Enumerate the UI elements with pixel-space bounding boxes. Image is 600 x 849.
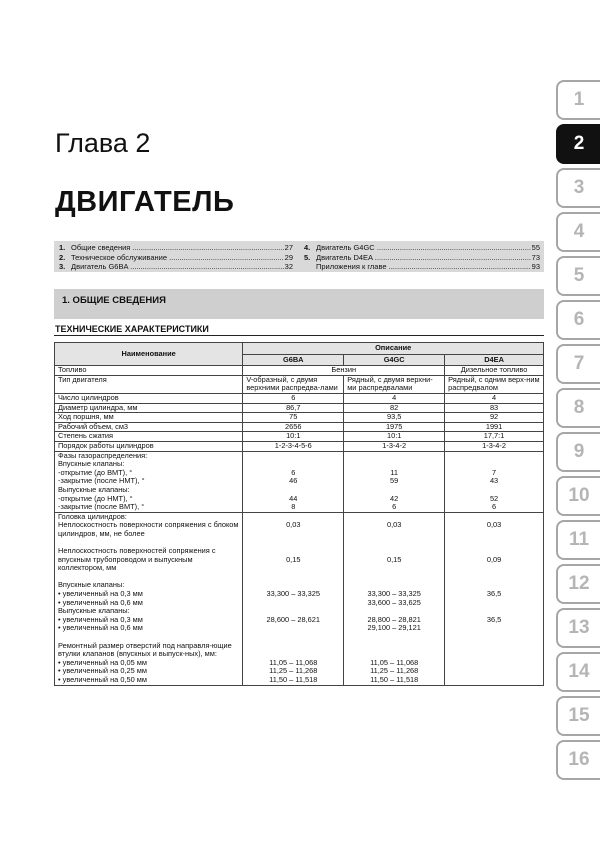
- row-label: Тип двигателя: [55, 375, 243, 393]
- chapter-title: ДВИГАТЕЛЬ: [55, 186, 235, 218]
- cell-value: 1-3-4-2: [344, 441, 445, 451]
- contents-entry[interactable]: [59, 262, 293, 272]
- cell-value: 0,03 0,15 33,300 – 33,325 33,600 – 33,625 28,800 – 28,821 29,100 – 29,121 11,05 – 11,068 11,25 – 11,268 11,50 – 11,518: [344, 512, 445, 685]
- specs-heading: ТЕХНИЧЕСКИЕ ХАРАКТЕРИСТИКИ: [55, 324, 209, 334]
- row-label: Порядок работы цилиндров: [55, 441, 243, 451]
- entry-title: Техническое обслуживание .....: [71, 253, 284, 263]
- contents-entry[interactable]: [59, 253, 293, 263]
- contents-entry[interactable]: [59, 243, 293, 253]
- entry-title: Двигатель G6BA .....: [71, 262, 284, 272]
- chapter-contents: [54, 241, 544, 272]
- row-label: Число цилиндров: [55, 393, 243, 403]
- chapter-tab-13[interactable]: 13: [556, 608, 600, 648]
- chapter-tab-16[interactable]: 16: [556, 740, 600, 780]
- section-header: [54, 289, 544, 319]
- chapter-tab-2[interactable]: 2: [556, 124, 600, 164]
- cell-value: 92: [445, 413, 544, 423]
- chapter-tab-10[interactable]: 10: [556, 476, 600, 516]
- section-title: 1. ОБЩИЕ СВЕДЕНИЯ: [62, 295, 166, 306]
- cell-value: 93,5: [344, 413, 445, 423]
- chapter-tab-6[interactable]: 6: [556, 300, 600, 340]
- chapter-tab-4[interactable]: 4: [556, 212, 600, 252]
- cell-value: 10:1: [243, 432, 344, 442]
- row-label: Рабочий объем, см3: [55, 422, 243, 432]
- cell-value: 2656: [243, 422, 344, 432]
- entry-page: 27: [284, 243, 293, 252]
- entry-page: 93: [531, 262, 540, 271]
- cell-value: Дизельное топливо: [445, 366, 544, 376]
- header-description: Описание: [243, 343, 544, 355]
- table-row: [55, 393, 544, 403]
- contents-entry[interactable]: [304, 243, 540, 253]
- chapter-tab-14[interactable]: 14: [556, 652, 600, 692]
- chapter-tab-11[interactable]: 11: [556, 520, 600, 560]
- header-name: Наименование: [55, 343, 243, 366]
- cell-value: 11 59 42 6: [344, 451, 445, 512]
- cell-value: V-образный, с двумя верхними распредва-лами: [243, 375, 344, 393]
- header-engine: G6BA: [243, 354, 344, 366]
- cell-value: 4: [445, 393, 544, 403]
- cell-value: 83: [445, 403, 544, 413]
- entry-page: 29: [284, 252, 293, 262]
- specs-table: [54, 342, 544, 686]
- cell-value: 1-2-3-4-5-6: [243, 441, 344, 451]
- header-engine: D4EA: [445, 354, 544, 366]
- table-row: [55, 512, 544, 685]
- row-label: Топливо: [55, 366, 243, 376]
- cell-value: 6: [243, 393, 344, 403]
- cell-value: 7 43 52 6: [445, 451, 544, 512]
- contents-entry[interactable]: [304, 253, 540, 263]
- entry-number: 3.: [59, 262, 66, 271]
- entry-page: 32: [284, 262, 293, 271]
- table-row: [55, 451, 544, 512]
- entry-page: 73: [531, 252, 540, 262]
- table-row: [55, 375, 544, 393]
- cell-value: 82: [344, 403, 445, 413]
- cell-value: Рядный, с одним верх-ним распредвалом: [445, 375, 544, 393]
- chapter-tab-15[interactable]: 15: [556, 696, 600, 736]
- entry-title: Двигатель D4EA .....: [316, 253, 531, 263]
- cell-value: 86,7: [243, 403, 344, 413]
- table-row: [55, 403, 544, 413]
- cell-value: 17,7:1: [445, 432, 544, 442]
- entry-title: Двигатель G4GC .....: [316, 243, 531, 253]
- row-label: Степень сжатия: [55, 432, 243, 442]
- table-row: [55, 413, 544, 423]
- entry-number: 2.: [59, 252, 66, 262]
- table-row: [55, 432, 544, 442]
- heading-divider: [54, 335, 544, 336]
- cell-value: 1-3-4-2: [445, 441, 544, 451]
- chapter-tab-9[interactable]: 9: [556, 432, 600, 472]
- table-row: [55, 366, 544, 376]
- chapter-tab-1[interactable]: 1: [556, 80, 600, 120]
- contents-entry[interactable]: [304, 262, 540, 272]
- contents-column-right: [304, 243, 540, 272]
- entry-number: 5.: [304, 252, 311, 262]
- cell-value: 1975: [344, 422, 445, 432]
- row-label: Фазы газораспределения: Впускные клапаны: -открытие (до ВМТ), ° -закрытие (после НМТ), ° Выпускные клапаны: -открытие (до НМТ), ° -закрытие (после ВМТ), °: [55, 451, 243, 512]
- cell-value: 0,03 0,15 33,300 – 33,325 28,600 – 28,621 11,05 – 11,068 11,25 – 11,268 11,50 – 11,518: [243, 512, 344, 685]
- entry-title: Приложения к главе .....: [316, 262, 531, 272]
- chapter-tab-8[interactable]: 8: [556, 388, 600, 428]
- cell-value: 4: [344, 393, 445, 403]
- table-header-row: [55, 343, 544, 355]
- table-row: [55, 441, 544, 451]
- entry-title: Общие сведения .....: [71, 243, 284, 253]
- row-label: Ход поршня, мм: [55, 413, 243, 423]
- cell-value: 75: [243, 413, 344, 423]
- header-engine: G4GC: [344, 354, 445, 366]
- cell-value: 6 46 44 8: [243, 451, 344, 512]
- entry-number: 4.: [304, 243, 311, 252]
- cell-value: Рядный, с двумя верхни-ми распредвалами: [344, 375, 445, 393]
- entry-page: 55: [531, 243, 540, 252]
- cell-value: Бензин: [243, 366, 445, 376]
- chapter-tab-12[interactable]: 12: [556, 564, 600, 604]
- row-label: Головка цилиндров: Неплоскостность поверхности сопряжения с блоком цилиндров, мм, не более Неплоскостность поверхностей сопряжения с впускным трубопроводом и выпускным коллектором, мм Впускные клапаны: • увеличенный на 0,3 мм • увеличенный на 0,6 мм Выпускные клапаны: • увеличенный на 0,3 мм • увеличенный на 0,6 мм Ремонтный размер отверстий под направля-ющие втулки клапанов (впускных и выпуск-ных), мм: • увеличенный на 0,05 мм • увеличенный на 0,25 мм • увеличенный на 0,50 мм: [55, 512, 243, 685]
- chapter-label: Глава 2: [55, 128, 151, 158]
- chapter-tab-3[interactable]: 3: [556, 168, 600, 208]
- cell-value: 1991: [445, 422, 544, 432]
- contents-column-left: [59, 243, 293, 272]
- chapter-tab-7[interactable]: 7: [556, 344, 600, 384]
- chapter-tab-5[interactable]: 5: [556, 256, 600, 296]
- cell-value: 10:1: [344, 432, 445, 442]
- cell-value: 0,03 0,09 36,5 36,5: [445, 512, 544, 685]
- row-label: Диаметр цилиндра, мм: [55, 403, 243, 413]
- entry-number: 1.: [59, 243, 66, 252]
